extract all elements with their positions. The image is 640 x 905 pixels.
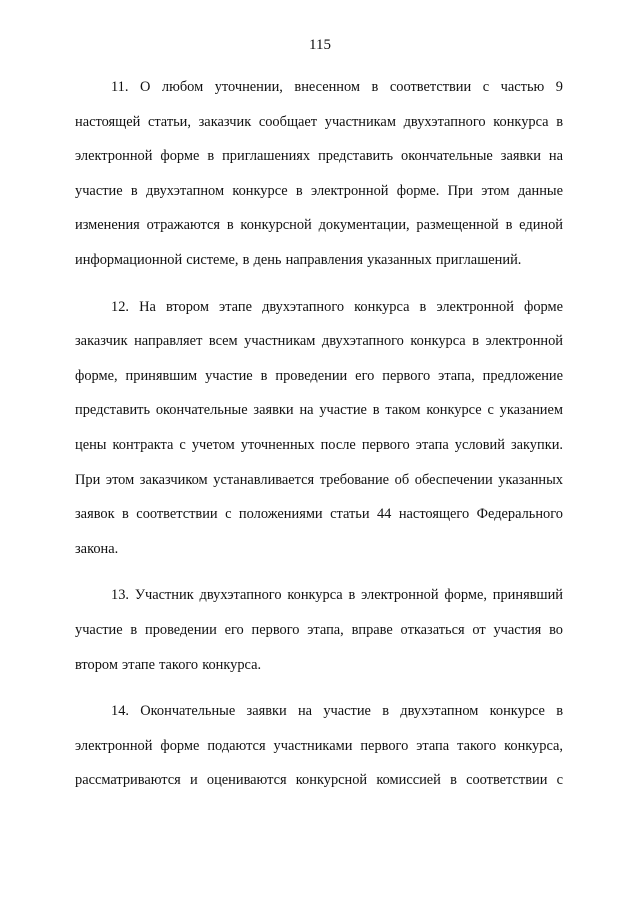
paragraph-11: 11. О любом уточнении, внесенном в соответствии с частью 9 настоящей статьи, заказчик сообщает участникам двухэтапного конкурса в электронной форме в приглашениях представить окончательные заявки на участие в двухэтапном конкурсе в электронной форме. При этом данные изменения отражаются в конкурсной документации, размещенной в единой информационной системе, в день направления указанных приглашений. bbox=[75, 79, 563, 268]
paragraph-13: 13. Участник двухэтапного конкурса в электронной форме, принявший участие в проведении его первого этапа, вправе отказаться от участия во втором этапе такого конкурса. bbox=[75, 587, 563, 673]
paragraph-12: 12. На втором этапе двухэтапного конкурса в электронной форме заказчик направляет всем участникам двухэтапного конкурса в электронной форме, принявшим участие в проведении его первого этапа, предложение представить окончательные заявки на участие в таком конкурсе с указанием цены контракта с учетом уточненных после первого этапа условий закупки. При этом заказчиком устанавливается требование об обеспечении указанных заявок в соответствии с положениями статьи 44 настоящего Федерального закона. bbox=[75, 298, 563, 557]
page-number: 115 bbox=[309, 37, 331, 53]
paragraph-14: 14. Окончательные заявки на участие в двухэтапном конкурсе в электронной форме подаются участниками первого этапа такого конкурса, рассматриваются и оцениваются конкурсной комиссией в соответствии с bbox=[75, 703, 563, 789]
document-body bbox=[75, 70, 563, 810]
